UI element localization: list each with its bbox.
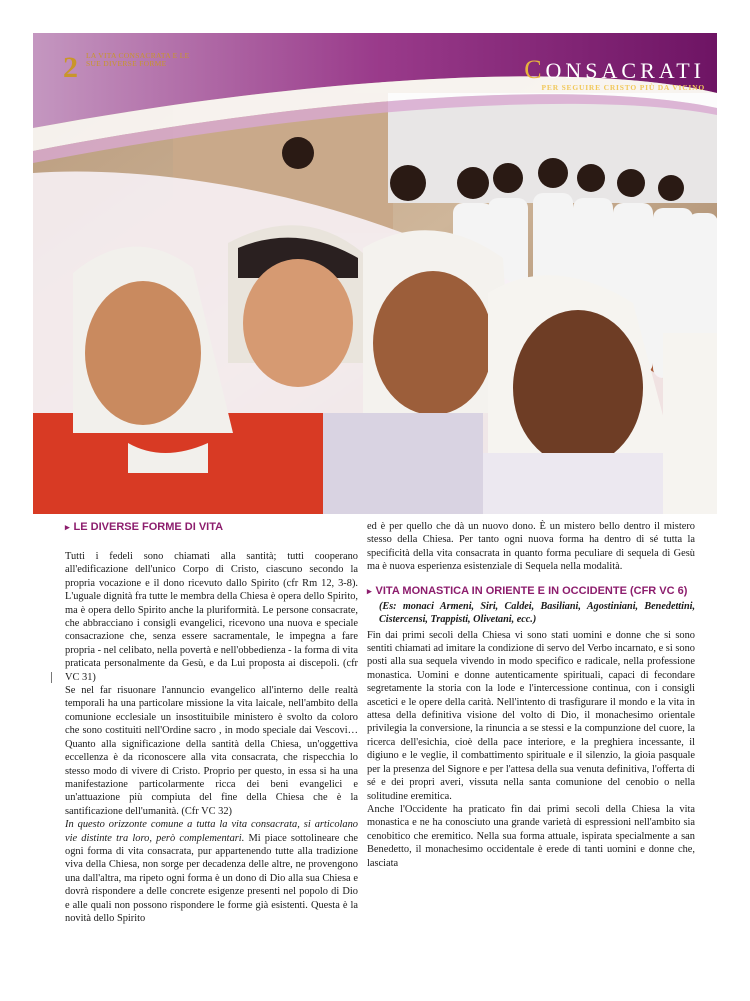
italic-phrase: In questo orizzonte comune a tutta la vita consacrata, si articolano vie distinte tra loro, però complementari. bbox=[65, 819, 358, 844]
section-heading: ▸ LE DIVERSE FORME DI VITA bbox=[65, 521, 224, 533]
brand-subtitle: PER SEGUIRE CRISTO PIÙ DA VICINO bbox=[541, 83, 705, 92]
left-column bbox=[65, 520, 358, 925]
paragraph: In questo orizzonte comune a tutta la vita consacrata, si articolano vie distinte tra loro, però complementari. Mi piace sottolineare che ogni forma di vita consacrata, pur appartenendo tutte alla tradizione viva della Chiesa, non sorge per decadenza delle altre, ne provengono una dall'altra, ma ripeto ogni forma è un dono di Dio alla sua Chiesa e dovrà rispondere a delle concrete esigenze presenti nel popolo di Dio e alle quali non possono rispondere le forme già esistenti. Questa è la novità dello Spirito bbox=[65, 819, 358, 924]
brand-initial: C bbox=[524, 55, 546, 84]
examples-list: (Es: monaci Armeni, Siri, Caldei, Basiliani, Agostiniani, Benedettini, Cistercensi, Trappisti, Olivetani, ecc.) bbox=[379, 600, 695, 625]
photo-nuns-icon bbox=[33, 33, 717, 514]
section-name: LA VITA CONSACRATA E LE SUE DIVERSE FORME bbox=[86, 51, 190, 68]
paragraph: ed è per quello che dà un nuovo dono. È un mistero bello dentro il mistero stesso della Chiesa. Per tanto ogni nuova forma ha dentro di sé tutta la specificità della vita consacrata in quanto forma peculiare di sequela di Gesù ma è nuova esperienza esistenziale di Sequela nella modalità. bbox=[367, 521, 695, 573]
margin-mark bbox=[51, 672, 52, 683]
header-photo-banner bbox=[33, 33, 717, 514]
section-heading: ▸ VITA MONASTICA IN ORIENTE E IN OCCIDENTE (CFR VC 6) bbox=[367, 584, 688, 597]
triangle-bullet-icon: ▸ bbox=[367, 585, 372, 596]
triangle-bullet-icon: ▸ bbox=[65, 522, 70, 532]
paragraph: Fin dai primi secoli della Chiesa vi sono stati uomini e donne che si sono sentiti chiamati ad imitare la condizione di servo del Verbo incarnato, e si sono posti alla sua sequela vivendo in modo specifico e radicale, nella professione monastica. Uomini e donne autenticamente spirituali, capaci di fecondare segretamente la storia con la lode e l'intercessione continua, con i consigli ascetici e le opere della carità. Nell'intento di trasfigurare il mondo e la vita in attesa della definitiva visione del volto di Dio, il monachesimo orientale privilegia la conversione, la rinuncia a se stessi e la compunzione del cuore, la ricerca dell'esichia, cioè della pace interiore, e la preghiera incessante, il digiuno e le veglie, il combattimento spirituale e il silenzio, la gioia pasquale per la presenza del Signore e per l'attesa della sua venuta definitiva, l'offerta di sé e dei propri averi, vissuta nella santa comunione del cenobio o nella solitudine eremitica. bbox=[367, 629, 695, 802]
right-column bbox=[367, 520, 695, 870]
page-number: 2 bbox=[63, 51, 78, 84]
paragraph: Se nel far risuonare l'annuncio evangelico all'interno delle realtà temporali ha una particolare missione la vita laicale, nell'ambito della comunione ecclesiale un insostituibile ministero è svolto da coloro che sono costituiti nell'Ordine sacro , in modo speciale dai Vescovi… Quanto alla significazione della santità della Chiesa, un'oggettiva eccellenza è da riconoscere alla vita consacrata, che rispecchia lo stesso modo di vivere di Cristo. Proprio per questo, in essa si ha una manifestazione particolarmente ricca dei beni evangelici e un'attuazione più compiuta del fine della Chiesa che è la santificazione dell'umanità. (Cfr VC 32) bbox=[65, 685, 358, 817]
brand-logo bbox=[524, 55, 705, 92]
brand-title: ONSACRATI bbox=[545, 58, 705, 83]
paragraph: Tutti i fedeli sono chiamati alla santità; tutti cooperano all'edificazione dell'unico Corpo di Cristo, ciascuno secondo la propria vocazione e il dono ricevuto dallo Spirito (cfr Rm 12, 3-8). L'uguale dignità fra tutte le membra della Chiesa è opera dello Spirito, ma è opera dello Spirito anche la pluriformità. Le persone consacrate, che abbracciano i consigli evangelici, ricevono una nuova e speciale consacrazione che, senza essere sacramentale, le impegna a fare propria - nel celibato, nella povertà e nell'obbedienza - la forma di vita praticata personalmente da Gesù, e da Lui proposta ai discepoli. (cfr VC 31) bbox=[65, 551, 358, 683]
paragraph: Anche l'Occidente ha praticato fin dai primi secoli della Chiesa la vita monastica e ne ha conosciuto una grande varietà di espressioni nell'ambito sia cenobitico che eremitico. Nella sua forma attuale, ispirata specialmente a san Benedetto, il monachesimo occidentale è erede di tanti uomini e donne che, lasciata bbox=[367, 803, 695, 869]
